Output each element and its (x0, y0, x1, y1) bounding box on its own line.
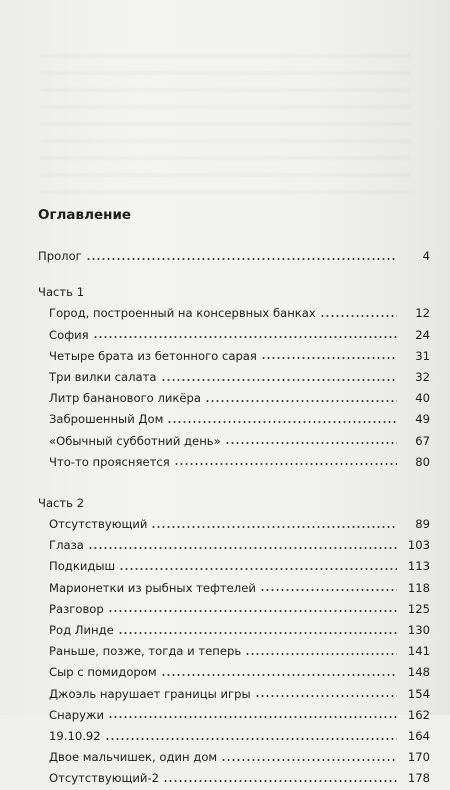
entry-label: Город, построенный на консервных банках (49, 306, 316, 321)
entry-label: Двое мальчишек, один дом (49, 750, 218, 765)
entry-label: Снаружи (49, 707, 104, 722)
entry-page: 4 (422, 249, 430, 263)
toc-entry-prologue (38, 246, 430, 267)
toc-entry (38, 726, 430, 747)
dot-leader (151, 525, 397, 529)
entry-label: Джоэль нарушает границы игры (49, 686, 251, 701)
entry-label: София (49, 327, 89, 342)
entry-page: 130 (407, 623, 430, 637)
part-heading: Часть 1 (38, 285, 85, 300)
dot-leader (261, 356, 397, 360)
toc-entry (38, 662, 430, 683)
entry-page: 67 (415, 433, 430, 448)
table-of-contents (38, 204, 430, 790)
dot-leader (88, 546, 397, 550)
toc-title: Оглавление (38, 207, 132, 223)
entry-page: 31 (415, 348, 430, 363)
dot-leader (118, 631, 397, 635)
entry-page: 164 (407, 728, 430, 743)
entry-label: Глаза (49, 538, 84, 553)
dot-leader (105, 737, 397, 741)
toc-entry (38, 684, 430, 705)
entry-page: 24 (415, 327, 430, 342)
part-2-chapters (38, 514, 430, 789)
dot-leader (225, 441, 397, 445)
entry-label: Марионетки из рыбных тефтелей (49, 580, 256, 595)
entry-label: Три вилки салата (49, 369, 157, 384)
entry-page: 89 (415, 517, 430, 532)
toc-entry (38, 303, 430, 324)
entry-page: 170 (407, 750, 430, 765)
entry-label: «Обычный субботний день» (49, 433, 221, 448)
toc-entry (38, 535, 430, 556)
entry-label: Отсутствующий (49, 517, 148, 532)
entry-page: 103 (407, 538, 430, 553)
dot-leader (119, 567, 397, 571)
toc-entry (38, 620, 430, 641)
toc-entry (38, 409, 430, 430)
entry-page: 40 (415, 391, 430, 406)
toc-entry (38, 599, 430, 620)
entry-label: Отсутствующий-2 (49, 771, 159, 786)
entry-label: Подкидыш (49, 559, 116, 574)
entry-label: Разговор (49, 601, 104, 616)
dot-leader (93, 335, 397, 339)
dot-leader (245, 652, 397, 656)
entry-page: 49 (415, 412, 430, 427)
entry-label: Род Линде (49, 623, 114, 637)
toc-entry (38, 325, 430, 346)
entry-page: 118 (407, 580, 430, 595)
toc-entry (38, 367, 430, 388)
dot-leader (205, 399, 397, 403)
entry-label: Сыр с помидором (49, 665, 157, 680)
toc-entry (38, 705, 430, 726)
entry-page: 113 (407, 559, 430, 574)
dot-leader (260, 588, 397, 592)
entry-label: 19.10.92 (49, 728, 101, 743)
toc-entry (38, 768, 430, 789)
entry-page: 162 (407, 707, 430, 722)
dot-leader (108, 609, 397, 613)
dot-leader (174, 462, 397, 466)
entry-page: 148 (407, 665, 430, 680)
toc-entry (38, 346, 430, 367)
dot-leader (163, 779, 397, 783)
spacer (38, 267, 430, 282)
dot-leader (255, 694, 397, 698)
dot-leader (161, 378, 397, 382)
dot-leader (108, 715, 397, 719)
entry-label: Литр бананового ликёра (49, 391, 202, 406)
entry-page: 32 (415, 369, 430, 384)
entry-label: Пролог (38, 249, 82, 263)
toc-entry (38, 556, 430, 577)
dot-leader (161, 673, 397, 677)
dot-leader (320, 314, 397, 318)
part-heading: Часть 2 (38, 495, 85, 510)
entry-page: 178 (407, 771, 430, 786)
dot-leader (221, 758, 397, 762)
entry-label: Что-то проясняется (49, 454, 170, 469)
entry-page: 12 (415, 306, 430, 321)
entry-page: 154 (407, 686, 430, 701)
part-1-chapters (38, 303, 430, 473)
toc-entry (38, 578, 430, 599)
entry-page: 141 (407, 644, 430, 659)
dot-leader (86, 257, 397, 261)
show-through-text (40, 55, 410, 205)
entry-label: Раньше, позже, тогда и теперь (49, 644, 242, 659)
toc-entry (38, 514, 430, 535)
toc-entry (38, 747, 430, 768)
entry-label: Заброшенный Дом (49, 412, 164, 427)
toc-entry (38, 431, 430, 452)
toc-entry (38, 452, 430, 473)
dot-leader (167, 420, 397, 424)
entry-page: 80 (415, 454, 430, 469)
toc-entry (38, 388, 430, 409)
entry-page: 125 (407, 601, 430, 616)
entry-label: Четыре брата из бетонного сарая (49, 348, 257, 363)
toc-entry (38, 641, 430, 662)
spacer (38, 473, 430, 493)
